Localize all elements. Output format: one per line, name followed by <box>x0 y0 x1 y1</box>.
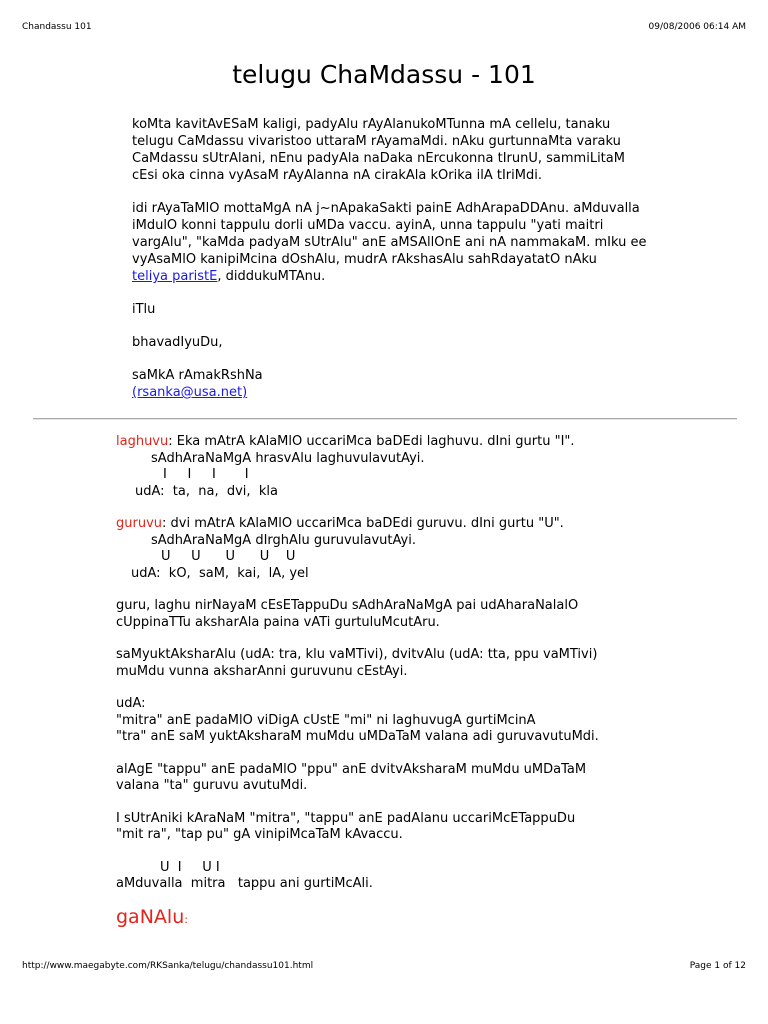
guruvu-example: udA: kO, saM, kai, lA, yel <box>131 565 309 581</box>
mitra-tappu-marks: U I U I <box>160 859 220 875</box>
paragraph-example <box>116 696 716 746</box>
print-footer-page: Page 1 of 12 <box>689 961 746 971</box>
print-header-datetime: 09/08/2006 06:14 AM <box>648 22 746 32</box>
text-line: idi rAyaTaMlO mottaMgA nA j~nApakaSakti painE AdhArapaDDAnu. aMduvalla <box>132 201 640 216</box>
laghuvu-term: laghuvu <box>116 434 169 449</box>
laghuvu-line-2: sAdhAraNaMgA hrasvAlu laghuvulavutAyi. <box>151 450 425 466</box>
page-title: telugu ChaMdassu - 101 <box>232 60 536 89</box>
print-footer-url: http://www.maegabyte.com/RKSanka/telugu/chandassu101.html <box>22 961 314 971</box>
intro-paragraph-1 <box>132 116 652 184</box>
text-line: iMdulO konni tappulu dorli uMDa vaccu. ayinA, unna tappulu "yati maitri <box>132 218 604 233</box>
author-email-link[interactable]: (rsanka@usa.net) <box>132 385 248 400</box>
intro-section <box>132 116 652 401</box>
text: : dvi mAtrA kAlaMlO uccariMca baDEdi guruvu. dIni gurtu "U". <box>162 516 564 531</box>
text: : Eka mAtrA kAlaMlO uccariMca baDEdi laghuvu. dIni gurtu "I". <box>168 434 575 449</box>
guruvu-definition <box>116 516 716 533</box>
guruvu-term: guruvu <box>116 516 163 531</box>
paragraph-guru-laghu <box>116 598 716 631</box>
text-line: alAgE "tappu" anE padaMlO "ppu" anE dvitvAksharaM muMdu uMDaTaM <box>116 761 587 777</box>
text-line: cEsi oka cinna vyAsaM rAyAlanna nA cirakAla kOrika ilA tIriMdi. <box>132 168 542 183</box>
intro-paragraph-2 <box>132 200 652 285</box>
text-line: I sUtrAniki kAraNaM "mitra", "tappu" anE padAlanu uccariMcETappuDu <box>116 810 576 826</box>
text-line: udA: <box>116 696 146 711</box>
closing-itlu: iTlu <box>132 302 156 317</box>
amduvalla-line: aMduvalla mitra tappu ani gurtiMcAli. <box>116 876 373 891</box>
paragraph-alage <box>116 762 716 795</box>
main-section <box>116 434 716 932</box>
text-line: CaMdassu sUtrAlani, nEnu padyAla naDaka nErcukonna tIrunU, sammiLitaM <box>132 151 625 166</box>
feedback-link[interactable]: teliya paristE <box>132 269 218 284</box>
guruvu-line-2: sAdhAraNaMgA dIrghAlu guruvulavutAyi. <box>151 532 416 548</box>
text-line: guru, laghu nirNayaM cEsETappuDu sAdhAraNaMgA pai udAharaNalalO <box>116 598 579 613</box>
author-name: saMkA rAmakRshNa <box>132 368 263 383</box>
closing-bhavadiyudu: bhavadIyuDu, <box>132 335 223 350</box>
ganalu-heading-text: gaNAlu <box>116 905 185 928</box>
horizontal-rule <box>33 418 737 420</box>
text-line: muMdu vunna aksharAnni guruvunu cEstAyi. <box>116 663 408 679</box>
text-line: vargAlu", "kaMda padyaM sUtrAlu" anE aMSAllOnE ani nA nammakaM. mIku ee <box>132 235 647 250</box>
text-line: telugu CaMdassu vivaristoo uttaraM rAyamaMdi. nAku gurtunnaMta varaku <box>132 134 621 149</box>
text-line: koMta kavitAvESaM kaligi, padyAlu rAyAlanukoMTunna mA cellelu, tanaku <box>132 117 611 132</box>
text-line: , diddukuMTAnu. <box>217 269 326 284</box>
text-line: "mit ra", "tap pu" gA vinipiMcaTaM kAvaccu. <box>116 827 403 842</box>
text-line: "mitra" anE padaMlO viDigA cUstE "mi" ni laghuvugA gurtiMcinA <box>116 712 536 728</box>
text-line: vyAsaMlO kanipiMcina dOshAlu, mudrA rAkshasAlu sahRdayatatO nAku <box>132 252 597 267</box>
laghuvu-marks: I I I I <box>163 467 249 482</box>
guruvu-marks: U U U U U <box>161 549 296 564</box>
paragraph-samyuktaksharalu <box>116 647 716 680</box>
text-line: cUppinaTTu aksharAla paina vATi gurtuluMcutAru. <box>116 614 440 630</box>
ganalu-colon: : <box>184 912 188 926</box>
text-line: "tra" anE saM yuktAksharaM muMdu uMDaTaM valana adi guruvavutuMdi. <box>116 729 599 744</box>
paragraph-sutraniki <box>116 811 716 844</box>
laghuvu-definition <box>116 434 716 451</box>
text-line: saMyuktAksharAlu (udA: tra, klu vaMTivi), dvitvAlu (udA: tta, ppu vaMTivi) <box>116 647 598 662</box>
ganalu-heading <box>116 905 716 932</box>
laghuvu-example: udA: ta, na, dvi, kla <box>135 483 278 499</box>
print-header-title: Chandassu 101 <box>22 22 92 32</box>
text-line: valana "ta" guruvu avutuMdi. <box>116 778 308 793</box>
